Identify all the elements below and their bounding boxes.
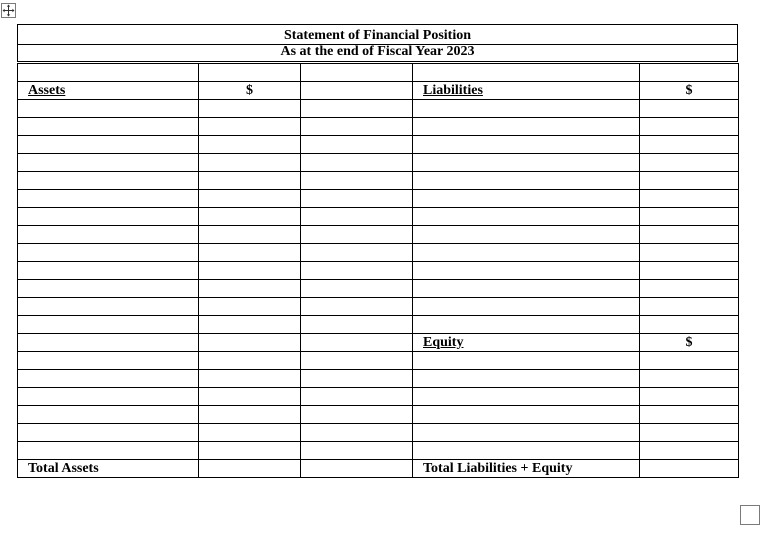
table-cell[interactable]	[18, 64, 199, 82]
table-cell[interactable]	[199, 190, 301, 208]
liabilities-currency[interactable]: $	[640, 82, 739, 100]
table-cell[interactable]	[199, 118, 301, 136]
table-cell[interactable]	[640, 262, 739, 280]
table-row[interactable]	[18, 190, 739, 208]
table-cell[interactable]	[18, 226, 199, 244]
table-cell[interactable]	[301, 334, 413, 352]
table-cell[interactable]	[18, 442, 199, 460]
table-cell[interactable]	[301, 370, 413, 388]
table-cell[interactable]	[199, 316, 301, 334]
table-cell[interactable]	[301, 64, 413, 82]
table-row[interactable]	[18, 118, 739, 136]
table-row[interactable]	[18, 460, 739, 478]
table-cell[interactable]	[199, 298, 301, 316]
table-cell[interactable]	[413, 280, 640, 298]
table-row[interactable]	[18, 100, 739, 118]
header-divider	[18, 44, 737, 45]
total-assets-label[interactable]: Total Assets	[18, 460, 199, 478]
table-cell[interactable]	[413, 370, 640, 388]
table-row[interactable]	[18, 64, 739, 82]
table-cell[interactable]	[199, 406, 301, 424]
table-cell[interactable]	[640, 208, 739, 226]
total-assets-value[interactable]	[199, 460, 301, 478]
table-cell[interactable]	[640, 352, 739, 370]
assets-header: Assets	[28, 83, 66, 98]
table-cell[interactable]	[301, 280, 413, 298]
table-cell[interactable]	[18, 388, 199, 406]
table-cell[interactable]	[18, 136, 199, 154]
table-cell[interactable]	[413, 136, 640, 154]
table-cell[interactable]	[301, 388, 413, 406]
table-cell[interactable]	[199, 280, 301, 298]
table-cell[interactable]	[199, 100, 301, 118]
table-cell[interactable]	[640, 406, 739, 424]
total-liabilities-equity-label[interactable]: Total Liabilities + Equity	[413, 460, 640, 478]
table-cell[interactable]	[413, 406, 640, 424]
equity-header: Equity	[423, 335, 464, 350]
table-row[interactable]	[18, 352, 739, 370]
table-move-handle-icon[interactable]	[1, 3, 16, 18]
table-cell[interactable]	[18, 406, 199, 424]
table-cell[interactable]	[301, 298, 413, 316]
table-row[interactable]	[18, 370, 739, 388]
table-cell[interactable]	[18, 262, 199, 280]
table-cell[interactable]	[199, 334, 301, 352]
table-cell[interactable]	[640, 370, 739, 388]
table-cell[interactable]	[199, 424, 301, 442]
table-cell[interactable]	[301, 82, 413, 100]
table-cell[interactable]	[18, 298, 199, 316]
table-cell[interactable]	[413, 208, 640, 226]
table-cell[interactable]	[18, 352, 199, 370]
table-cell[interactable]	[18, 118, 199, 136]
table-row[interactable]	[18, 226, 739, 244]
table-cell[interactable]	[640, 118, 739, 136]
table-cell[interactable]	[640, 226, 739, 244]
table-cell[interactable]	[199, 262, 301, 280]
table-cell[interactable]	[199, 388, 301, 406]
table-cell[interactable]	[301, 352, 413, 370]
table-cell[interactable]	[18, 334, 199, 352]
table-cell[interactable]	[301, 442, 413, 460]
table-cell[interactable]	[18, 154, 199, 172]
balance-sheet-table[interactable]	[17, 63, 739, 478]
table-row[interactable]	[18, 172, 739, 190]
table-cell[interactable]	[301, 226, 413, 244]
table-row[interactable]	[18, 442, 739, 460]
table-cell[interactable]	[640, 316, 739, 334]
table-row[interactable]	[18, 406, 739, 424]
equity-header-cell[interactable]	[413, 334, 640, 352]
table-resize-handle-icon[interactable]	[740, 505, 760, 525]
table-cell[interactable]	[199, 442, 301, 460]
table-cell[interactable]	[640, 100, 739, 118]
assets-currency[interactable]: $	[199, 82, 301, 100]
table-cell[interactable]	[18, 244, 199, 262]
equity-currency[interactable]: $	[640, 334, 739, 352]
table-cell[interactable]	[18, 370, 199, 388]
table-cell[interactable]	[301, 262, 413, 280]
table-cell[interactable]	[413, 424, 640, 442]
table-row[interactable]	[18, 316, 739, 334]
table-row[interactable]	[18, 154, 739, 172]
total-liabilities-equity-value[interactable]	[640, 460, 739, 478]
table-row[interactable]	[18, 136, 739, 154]
table-cell[interactable]	[199, 370, 301, 388]
table-cell[interactable]	[199, 136, 301, 154]
table-row[interactable]	[18, 388, 739, 406]
table-cell[interactable]	[18, 190, 199, 208]
table-cell[interactable]	[640, 388, 739, 406]
statement-subtitle: As at the end of Fiscal Year 2023	[280, 44, 475, 59]
table-cell[interactable]	[640, 136, 739, 154]
table-cell[interactable]	[301, 100, 413, 118]
table-cell[interactable]	[413, 154, 640, 172]
table-cell[interactable]	[301, 172, 413, 190]
table-cell[interactable]	[413, 190, 640, 208]
table-cell[interactable]	[640, 280, 739, 298]
table-cell[interactable]	[301, 190, 413, 208]
table-cell[interactable]	[413, 298, 640, 316]
table-cell[interactable]	[640, 64, 739, 82]
table-row[interactable]	[18, 280, 739, 298]
table-cell[interactable]	[199, 208, 301, 226]
table-cell[interactable]	[301, 208, 413, 226]
table-row[interactable]	[18, 208, 739, 226]
statement-header	[17, 24, 738, 62]
table-cell[interactable]	[413, 262, 640, 280]
table-cell[interactable]	[199, 64, 301, 82]
table-cell[interactable]	[413, 172, 640, 190]
table-cell[interactable]	[18, 280, 199, 298]
table-cell[interactable]	[18, 316, 199, 334]
table-cell[interactable]	[413, 442, 640, 460]
assets-header-cell[interactable]	[18, 82, 199, 100]
table-cell[interactable]	[301, 406, 413, 424]
table-cell[interactable]	[18, 424, 199, 442]
liabilities-header: Liabilities	[423, 83, 483, 98]
table-cell[interactable]	[199, 172, 301, 190]
table-cell[interactable]	[18, 208, 199, 226]
table-cell[interactable]	[413, 316, 640, 334]
table-cell[interactable]	[301, 154, 413, 172]
table-cell[interactable]	[199, 226, 301, 244]
table-cell[interactable]	[301, 118, 413, 136]
table-cell[interactable]	[199, 352, 301, 370]
table-cell[interactable]	[640, 190, 739, 208]
table-cell[interactable]	[640, 154, 739, 172]
table-row[interactable]	[18, 424, 739, 442]
table-cell[interactable]	[199, 244, 301, 262]
table-cell[interactable]	[18, 100, 199, 118]
table-cell[interactable]	[301, 316, 413, 334]
table-cell[interactable]	[640, 442, 739, 460]
table-cell[interactable]	[413, 226, 640, 244]
table-cell[interactable]	[640, 244, 739, 262]
table-cell[interactable]	[413, 352, 640, 370]
liabilities-header-cell[interactable]	[413, 82, 640, 100]
table-cell[interactable]	[301, 460, 413, 478]
table-row[interactable]	[18, 244, 739, 262]
table-cell[interactable]	[413, 100, 640, 118]
table-cell[interactable]	[413, 244, 640, 262]
table-cell[interactable]	[640, 424, 739, 442]
statement-title: Statement of Financial Position	[283, 28, 472, 43]
table-cell[interactable]	[301, 244, 413, 262]
table-cell[interactable]	[413, 64, 640, 82]
table-cell[interactable]	[640, 172, 739, 190]
table-row[interactable]	[18, 82, 739, 100]
table-cell[interactable]	[301, 424, 413, 442]
table-cell[interactable]	[301, 136, 413, 154]
table-row[interactable]	[18, 334, 739, 352]
table-cell[interactable]	[413, 388, 640, 406]
table-cell[interactable]	[640, 298, 739, 316]
table-row[interactable]	[18, 262, 739, 280]
table-row[interactable]	[18, 298, 739, 316]
table-cell[interactable]	[413, 118, 640, 136]
table-cell[interactable]	[18, 172, 199, 190]
table-cell[interactable]	[199, 154, 301, 172]
